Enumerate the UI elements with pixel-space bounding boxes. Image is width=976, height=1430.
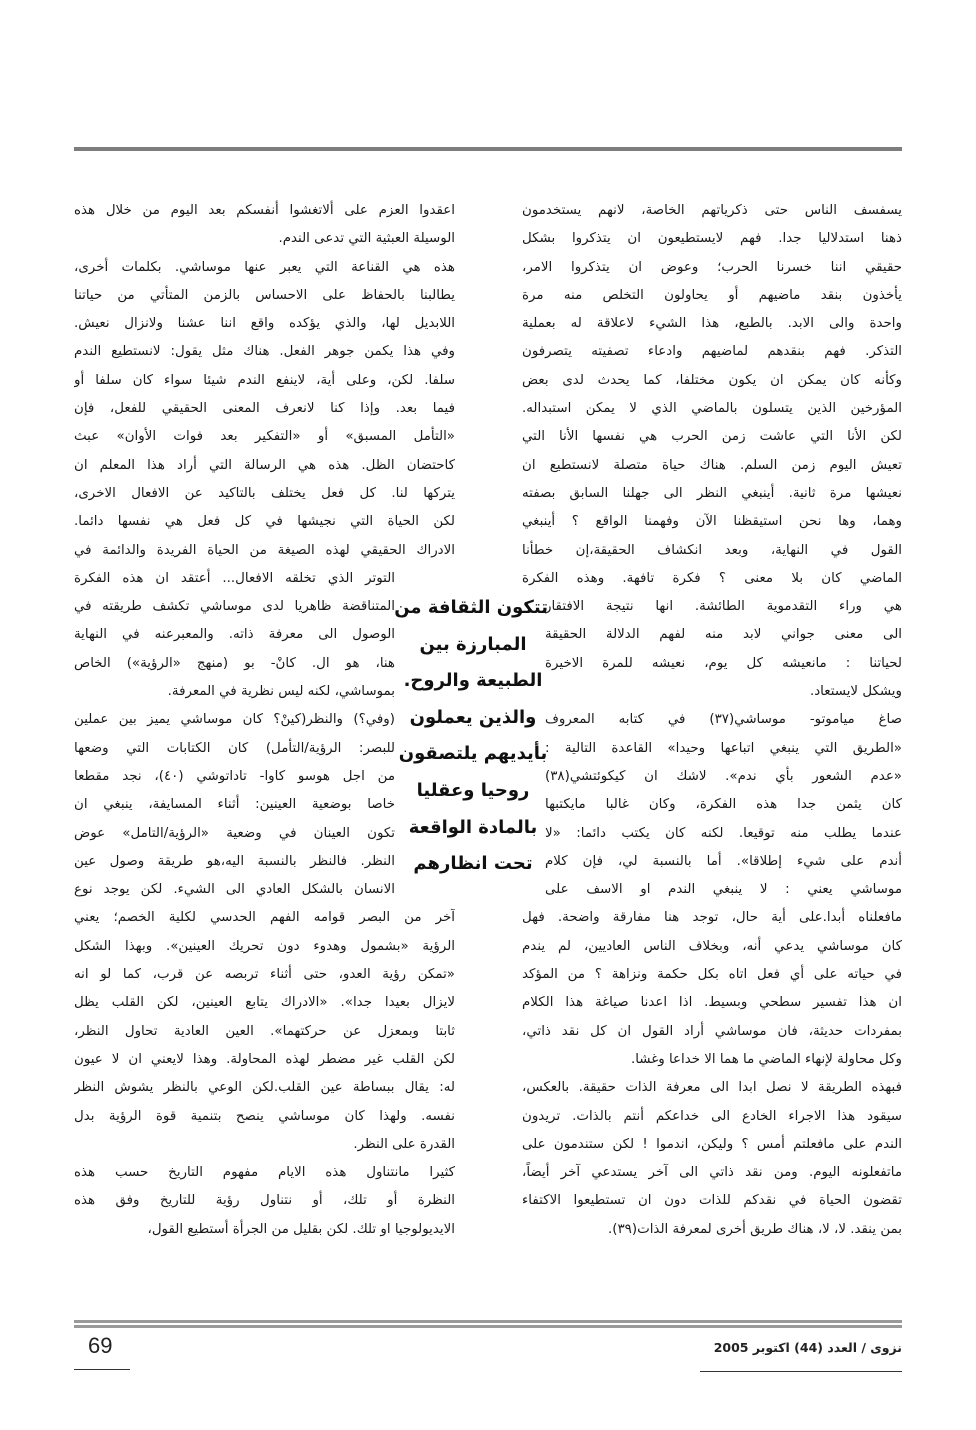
text-line: نعيشها مرة ثانية. أينبغي النظر الى جهلنا السابق بصفته: [522, 485, 902, 501]
text-line: تعيش اليوم زمن السلم. هناك حياة متصلة لانستطيع ان: [522, 457, 902, 473]
text-line: «الطريق التي ينبغي اتباعها وحيدا» القاعدة التالية :: [545, 740, 902, 756]
text-line: الى معنى جواني لابد منه لفهم الدلالة الحقيقة: [545, 627, 902, 643]
text-line: سلفا. لكن، وعلى أية، لاينفع الندم شيئا سواء كان سلفا أو: [74, 372, 455, 388]
text-line: الندم على مافعلتم أمس ؟ وليكن، اندموا ! لكن ستندمون على: [522, 1136, 902, 1152]
text-line: بمفردات حديثة، فان موساشي أراد القول ان كل نقد ذاتي،: [522, 1023, 902, 1039]
text-line: يسفسف الناس حتى ذكرياتهم الخاصة، لانهم يستخدمون: [522, 203, 902, 218]
text-line: القول في النهاية، وبعد انكشاف الحقيقة،إن خطأنا: [522, 542, 902, 558]
text-line: الوصول الى معرفة ذاته. والمعبرعنه في النهاية: [74, 627, 395, 643]
text-line: «عدم الشعور بأي ندم». لاشك ان كيكوئتشي(٣٨): [545, 768, 902, 784]
text-line: واحدة والى الابد. بالطبع، هذا الشيء لاعلاقة له بعملية: [522, 316, 902, 332]
text-line: اللابديل لها، والذي يؤكده واقع اننا عشنا ولانزال نعيش.: [74, 316, 455, 332]
text-line: الرؤية «بشمول وهدوء دون تحريك العينين». وبهذا الشكل: [74, 938, 455, 954]
text-line: الماضي كان بلا معنى ؟ فكرة تافهة. وهذه الفكرة: [522, 570, 902, 586]
text-line: ان هذا تفسير سطحي وبسيط. اذا اعدنا صياغة هذا الكلام: [522, 995, 902, 1011]
top-rule: [74, 147, 902, 151]
footer-rule: [74, 1320, 902, 1323]
text-line: سيقود هذا الاجراء الخادع الى خداعكم أنتم بالذات. تريدون: [522, 1108, 902, 1124]
text-line: الايديولوجيا او تلك. لكن بقليل من الجرأة أستطيع القول،: [147, 1221, 455, 1237]
text-line: صاغ مياموتو- موساشي(٣٧) في كتابه المعروف: [545, 712, 902, 728]
magazine-issue-underline: [700, 1371, 902, 1372]
text-line: بموساشي، لكنه ليس نظرية في المعرفة.: [167, 684, 395, 700]
text-line: حقيقي اننا خسرنا الحرب؛ وعوض ان يتذكروا الامر،: [522, 259, 902, 275]
pull-quote-line: بالمادة الواقعة: [408, 816, 538, 838]
text-line: للبصر: الرؤية/التأمل) كان الكتابات التي وضعها: [74, 740, 395, 756]
text-line: وهما، وها نحن استيقظنا الآن وفهمنا الواقع ؟ أينبغي: [522, 514, 902, 530]
text-line: المؤرخين الذين يتسلون بالماضي الذي لا يمكن استبداله.: [522, 401, 902, 417]
pull-quote-line: تحت انظارهم: [413, 853, 533, 875]
text-line: كثيرا مانتناول هذه الايام مفهوم التاريخ حسب هذه: [74, 1165, 455, 1181]
text-line: التذكر. فهم بنقدهم لماضيهم وادعاء تصفيته يتصرفون: [522, 344, 902, 360]
page-number-underline: [74, 1369, 130, 1370]
pull-quote-line: والذين يعملون: [409, 706, 537, 728]
pull-quote-line: روحيا وعقليا: [416, 779, 530, 801]
text-line: كاحتضان الظل. هذه هي الرسالة التي أراد هذا المعلم ان: [74, 457, 455, 473]
pull-quote-line: المبارزة بين: [419, 633, 527, 655]
text-line: له: يقال ببساطة عين القلب.لكن الوعي بالنظر يشوش النظر: [74, 1080, 455, 1096]
text-line: عندما يطلب منه توقيعا. لكنه كان يكتب دائما: «لا: [545, 825, 902, 841]
footer-rule: [74, 1325, 902, 1328]
text-line: القدرة على النظر.: [353, 1136, 455, 1152]
text-line: ثابتا وبمعزل عن حركتهما». العين العادية تحاول النظر،: [74, 1023, 455, 1039]
text-line: وفي هذا يكمن جوهر الفعل. هناك مثل يقول: لانستطيع الندم: [74, 344, 455, 360]
text-line: وكأنه كان يمكن ان يكون مختلفا، كما يحدث لدى بعض: [522, 372, 902, 388]
text-line: المتناقضة ظاهريا لدى موساشي تكشف طريقته في: [74, 599, 395, 615]
text-line: في حياته على أي فعل اتاه بكل حكمة ونزاهة ؟ من المؤكد: [522, 967, 902, 983]
text-line: كان موساشي يدعي أنه، وبخلاف الناس العاديين، لم يندم: [522, 938, 902, 954]
text-line: خاصا بوضعية العينين: أثناء المسايفة، ينبغي ان: [74, 797, 395, 813]
text-line: بمن ينقد. لا، لا، هناك طريق أخرى لمعرفة الذات(٣٩).: [608, 1221, 902, 1237]
text-line: التوتر الذي تخلقه الافعال... أعتقد ان هذه الفكرة: [74, 570, 395, 586]
text-line: لايزال بعيدا جدا». «الادراك يتابع العينين، لكن القلب يظل: [74, 995, 455, 1011]
text-line: الوسيلة العبثية التي تدعى الندم.: [278, 231, 455, 247]
text-line: «التأمل المسبق» أو «التفكير بعد فوات الأوان» عبث: [74, 429, 455, 445]
text-line: هنا، هو ال. كانْ- بو (منهج «الرؤية») الخاص: [74, 655, 395, 671]
text-line: كان يثمن جدا هذه الفكرة، وكان غالبا مايكتبها: [545, 797, 902, 813]
pull-quote-line: تتكون الثقافة من: [394, 597, 548, 618]
text-line: تكون العينان في وضعية «الرؤية/التامل» عوض: [74, 825, 395, 841]
text-line: النظر. فالنظر بالنسبة اليه،هو طريقة وصول عين: [74, 853, 395, 869]
text-line: مافعلناه أبدا.على أية حال، توجد هنا مفارقة واضحة. فهل: [522, 910, 902, 926]
text-line: (وفي؟) والنظر(كينْ؟ كان موساشي يميز بين عملين: [74, 712, 395, 728]
right-column: [522, 197, 902, 1244]
text-line: ماتفعلونه اليوم. ومن نقد ذاتي الى آخر يستدعي آخر أيضاً،: [522, 1165, 902, 1181]
text-line: الادراك الحقيقي لهذه الصيغة من الحياة الفريدة والدائمة في: [74, 542, 455, 558]
text-line: الانسان بالشكل العادي الى الشيء. لكن يوجد نوع: [74, 882, 395, 898]
text-line: نفسه. ولهذا كان موساشي ينصح بتنمية قوة الرؤية بدل: [74, 1108, 455, 1124]
text-line: هي وراء التقدموية الطائشة. انها نتيجة الافتقار: [545, 599, 902, 615]
text-line: النظرة أو تلك، أو نتناول رؤية للتاريخ وفق هذه: [74, 1193, 455, 1209]
text-line: يأخذون بنقد ماضيهم أو يحاولون التخلص منه مرة: [522, 287, 902, 303]
text-line: يتركها لنا. كل فعل يختلف بالتاكيد عن الافعال الاخرى،: [74, 485, 455, 501]
magazine-issue-label: نزوى / العدد (44) اكتوبر 2005: [713, 1340, 902, 1355]
text-line: «تمكن رؤية العدو، حتى أثناء تربصه عن قرب، كما لو انه: [74, 967, 455, 983]
text-line: تقضون الحياة في نقدكم للذات دون ان تستطيعوا الاكتفاء: [522, 1193, 902, 1209]
text-line: وكل محاولة لإنهاء الماضي ما هما الا خداعا وغشا.: [630, 1051, 902, 1067]
page-number: 69: [88, 1333, 113, 1358]
text-line: ذهنا استدلاليا جدا. فهم لايستطيعون ان يتذكروا بشكل: [522, 231, 902, 247]
text-line: موساشي يعني : لا ينبغي الندم او الاسف على: [545, 882, 902, 898]
text-line: ويشكل لايستعاد.: [809, 684, 902, 700]
text-line: فيما بعد. وإذا كنا لانعرف المعنى الحقيقي للفعل، فإن: [74, 401, 455, 417]
text-line: لكن القلب غير مضطر لهذه المحاولة. وهذا لايعني ان لا عيون: [74, 1051, 455, 1067]
text-line: اعقدوا العزم على ألاتغشوا أنفسكم بعد اليوم من خلال هذه: [74, 203, 455, 218]
text-line: آخر من البصر قوامه الفهم الحدسي لكلية الخصم؛ يعني: [74, 910, 455, 926]
text-line: هذه هي القناعة التي يعبر عنها موساشي. بكلمات أخرى،: [74, 259, 455, 275]
text-line: من اجل هوسو كاوا- تاداتوشي (٤٠)، نجد مقطعا: [74, 768, 395, 784]
text-line: لحياتنا : مانعيشه كل يوم، نعيشه للمرة الاخيرة: [545, 655, 902, 671]
text-line: يطالبنا بالحفاظ على الاحساس بالزمن المتأتي من حياتنا: [74, 287, 455, 303]
text-line: أندم على شيء إطلاقا». أما بالنسبة لي، فإن كلام: [545, 853, 902, 869]
text-line: لكن الأنا التي عاشت زمن الحرب هي نفسها الأنا التي: [522, 429, 902, 445]
text-line: لكن الحياة التي نجيشها في كل فعل هي نفسها دائما.: [74, 514, 455, 530]
pull-quote-line: الطبيعة والروح.: [403, 670, 543, 692]
pull-quote: [394, 590, 548, 883]
text-line: فبهذه الطريقة لا نصل ابدا الى معرفة الذات حقيقة. بالعكس،: [522, 1080, 902, 1096]
pull-quote-line: بأيديهم يلتصقون: [398, 743, 548, 765]
